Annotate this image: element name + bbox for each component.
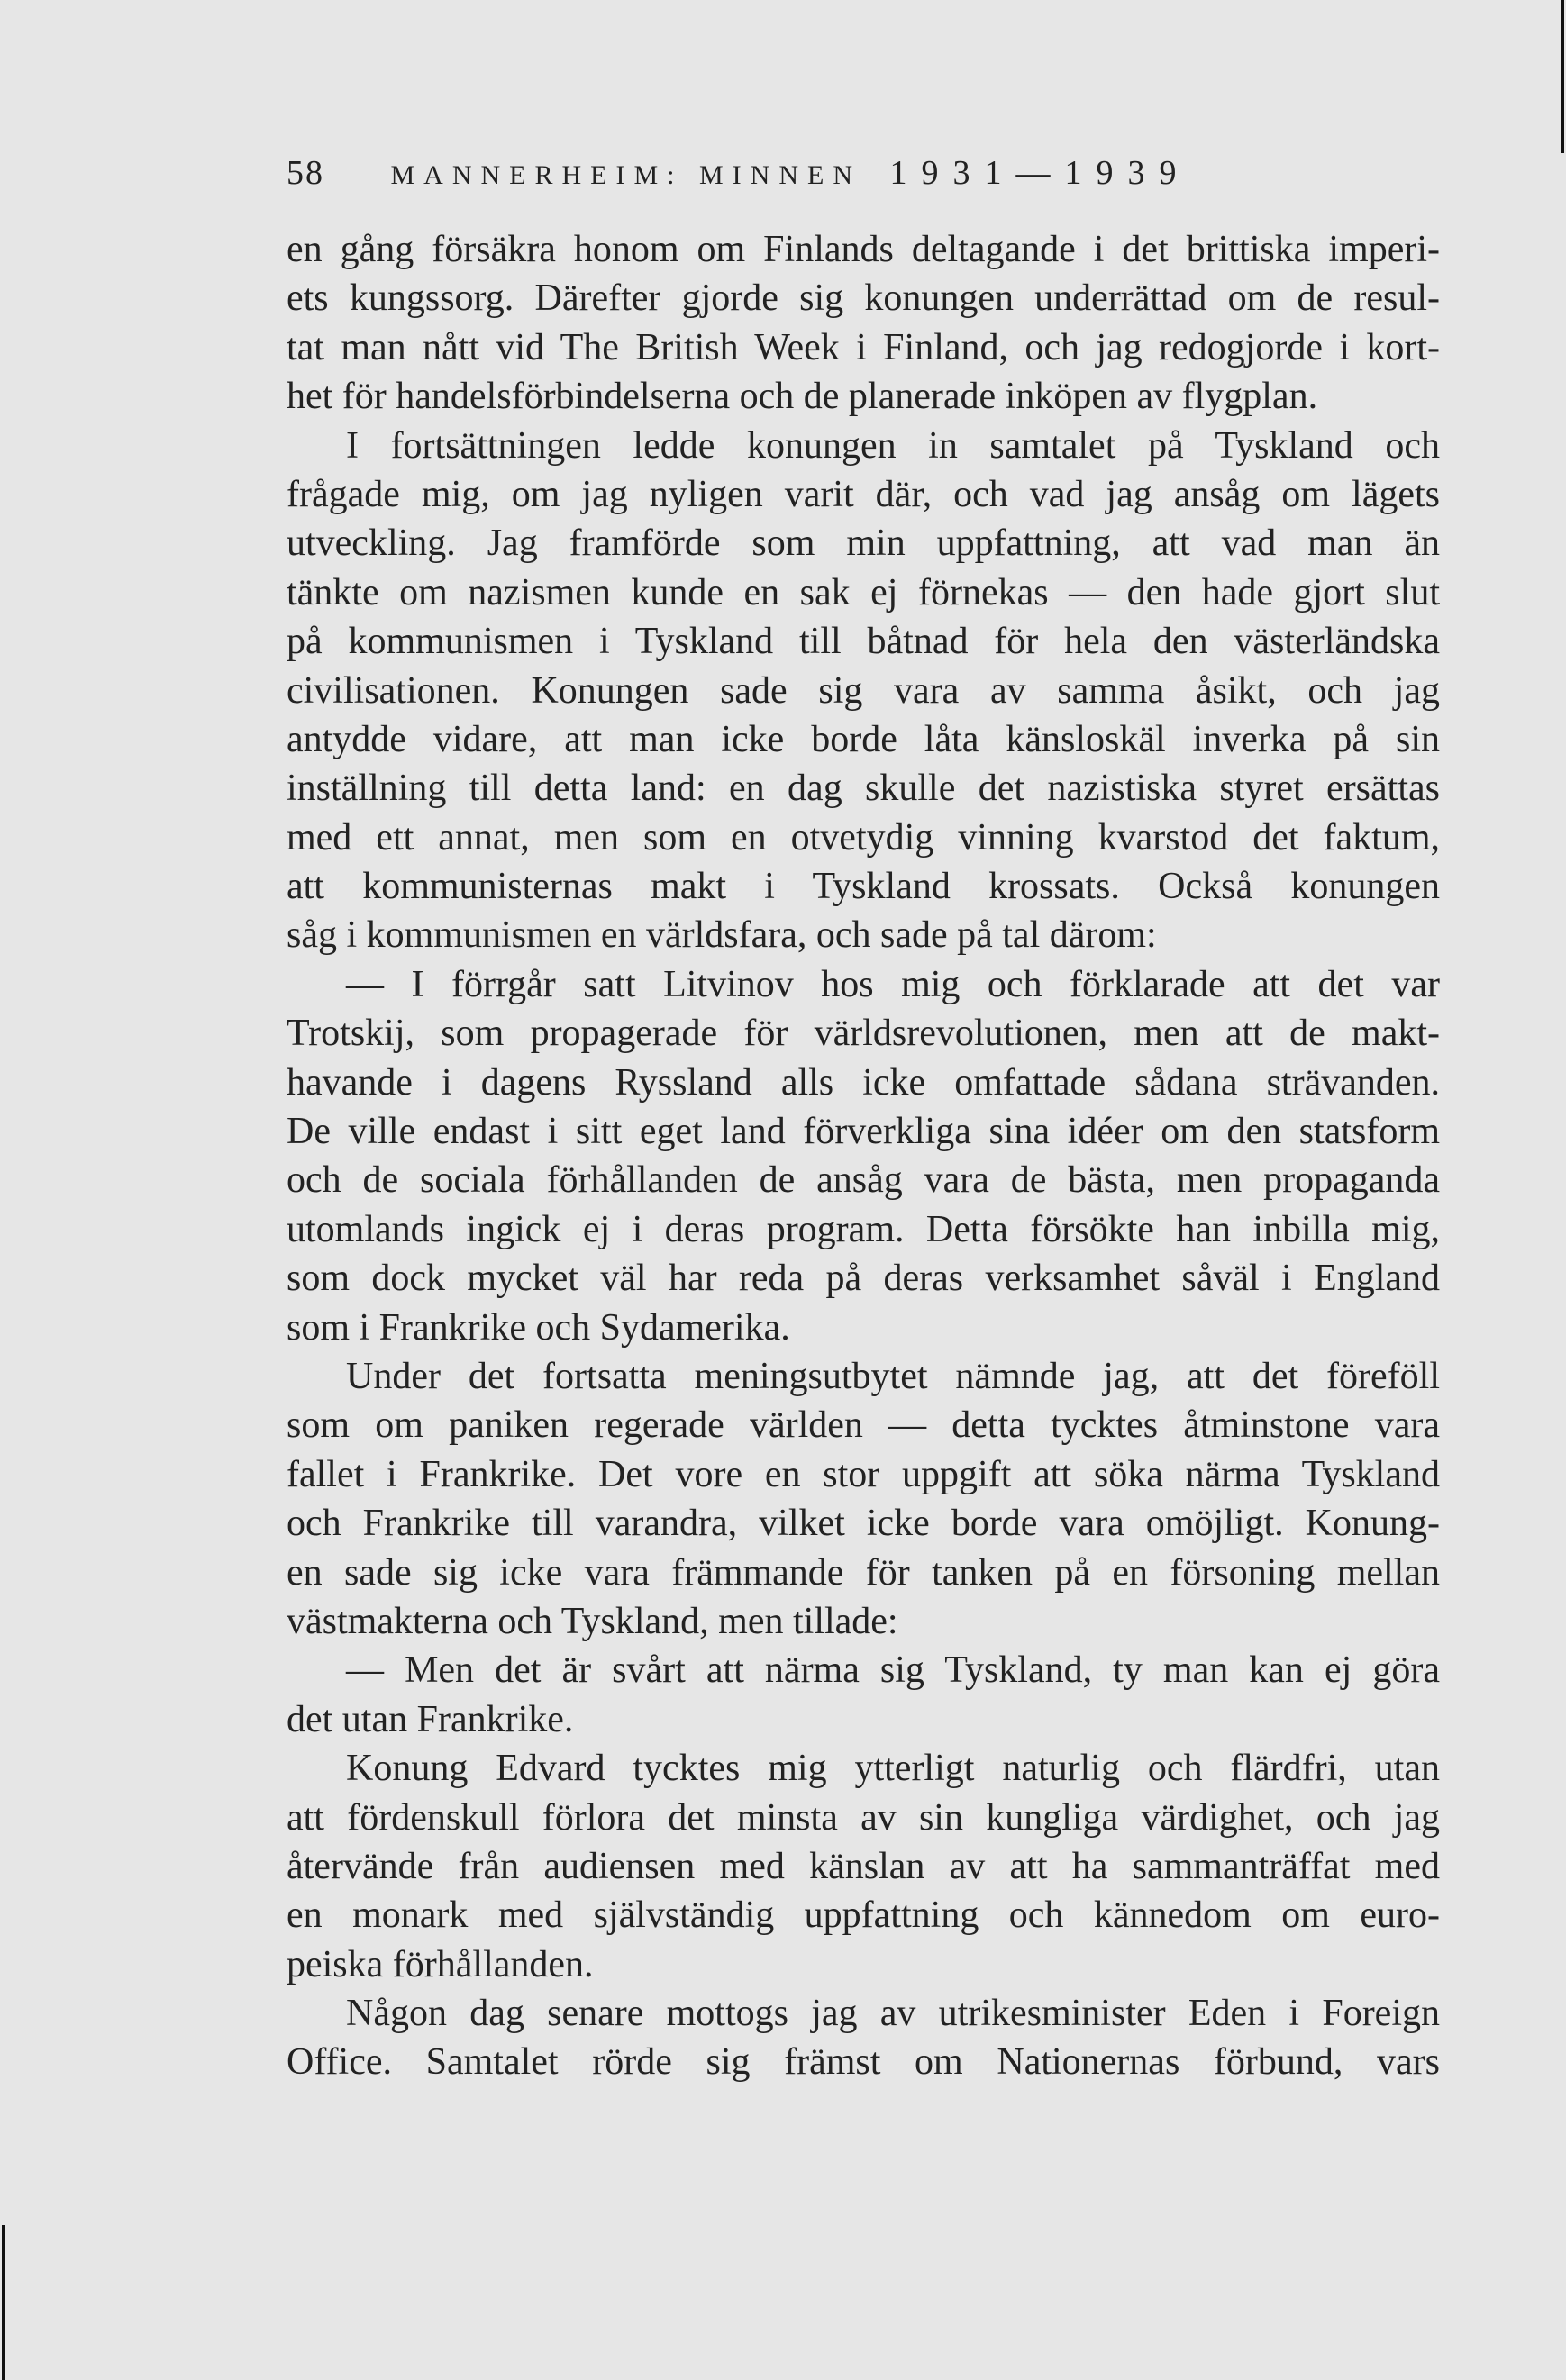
text-line: återvände från audiensen med känslan av att ha sammanträffat med: [287, 1845, 1440, 1887]
text-line: tat man nått vid The British Week i Finland, och jag redogjorde i kort-: [287, 326, 1440, 368]
text-line: på kommunismen i Tyskland till båtnad för hela den västerländska: [287, 621, 1440, 663]
text-line: Konung Edvard tycktes mig ytterligt naturlig och flärdfri, utan: [346, 1748, 1440, 1790]
text-line: en gång försäkra honom om Finlands deltagande i det brittiska imperi-: [287, 229, 1440, 270]
running-title-years: 1931—1939: [889, 154, 1191, 192]
text-line: och Frankrike till varandra, vilket icke borde vara omöjligt. Konung-: [287, 1503, 1440, 1545]
text-line: västmakterna och Tyskland, men tillade:: [287, 1600, 898, 1642]
text-line: het för handelsförbindelserna och de planerade inköpen av flygplan.: [287, 376, 1318, 418]
text-line: det utan Frankrike.: [287, 1698, 574, 1740]
text-line: att kommunisternas makt i Tyskland krossats. Också konungen: [287, 866, 1440, 908]
text-line: fallet i Frankrike. Det vore en stor uppgift att söka närma Tyskland: [287, 1453, 1440, 1495]
text-line: inställning till detta land: en dag skulle det nazistiska styret ersättas: [287, 768, 1440, 810]
text-line: ets kungssorg. Därefter gjorde sig konungen underrättad om de resul-: [287, 277, 1440, 320]
text-line: peiska förhållanden.: [287, 1943, 594, 1985]
text-line: civilisationen. Konungen sade sig vara av samma åsikt, och jag: [287, 669, 1440, 712]
text-line: — Men det är svårt att närma sig Tyskland, ty man kan ej göra: [346, 1649, 1440, 1692]
text-line: en monark med självständig uppfattning och kännedom om euro-: [287, 1894, 1440, 1937]
text-line: Under det fortsatta meningsutbytet nämnde jag, att det föreföll: [346, 1355, 1440, 1397]
text-line: tänkte om nazismen kunde en sak ej förnekas — den hade gjort slut: [287, 571, 1440, 613]
text-line: utomlands ingick ej i deras program. Detta försökte han inbilla mig,: [287, 1208, 1440, 1250]
body-text: [287, 225, 1440, 2087]
text-line: som i Frankrike och Sydamerika.: [287, 1306, 790, 1349]
text-line: — I förrgår satt Litvinov hos mig och förklarade att det var: [346, 963, 1440, 1005]
text-line: antydde vidare, att man icke borde låta känsloskäl inverka på sin: [287, 718, 1440, 760]
text-line: Någon dag senare mottogs jag av utrikesminister Eden i Foreign: [346, 1993, 1440, 2035]
text-line: som dock mycket väl har reda på deras verksamhet såväl i England: [287, 1258, 1440, 1300]
scan-edge-line: [2, 2225, 5, 2380]
running-title: MANNERHEIM: MINNEN: [390, 160, 861, 190]
text-line: frågade mig, om jag nyligen varit där, och vad jag ansåg om lägets: [287, 473, 1440, 515]
text-line: såg i kommunismen en världsfara, och sade på tal därom:: [287, 914, 1157, 957]
scan-edge-line: [1561, 0, 1564, 153]
text-line: Trotskij, som propagerade för världsrevolutionen, men att de makt-: [287, 1013, 1440, 1055]
page-number: 58: [287, 154, 324, 192]
text-line: De ville endast i sitt eget land förverkliga sina idéer om den statsform: [287, 1111, 1440, 1153]
text-line: havande i dagens Ryssland alls icke omfattade sådana strävanden.: [287, 1061, 1440, 1104]
text-line: med ett annat, men som en otvetydig vinning kvarstod det faktum,: [287, 816, 1440, 858]
text-line: en sade sig icke vara främmande för tanken på en försoning mellan: [287, 1551, 1440, 1594]
running-head: [287, 146, 1458, 200]
text-line: utveckling. Jag framförde som min uppfattning, att vad man än: [287, 522, 1440, 565]
text-line: Office. Samtalet rörde sig främst om Nationernas förbund, vars: [287, 2041, 1440, 2084]
text-line: som om paniken regerade världen — detta tycktes åtminstone vara: [287, 1404, 1440, 1447]
text-line: I fortsättningen ledde konungen in samtalet på Tyskland och: [346, 424, 1440, 467]
text-line: att fördenskull förlora det minsta av sin kungliga värdighet, och jag: [287, 1796, 1440, 1839]
text-line: och de sociala förhållanden de ansåg vara de bästa, men propaganda: [287, 1159, 1440, 1202]
